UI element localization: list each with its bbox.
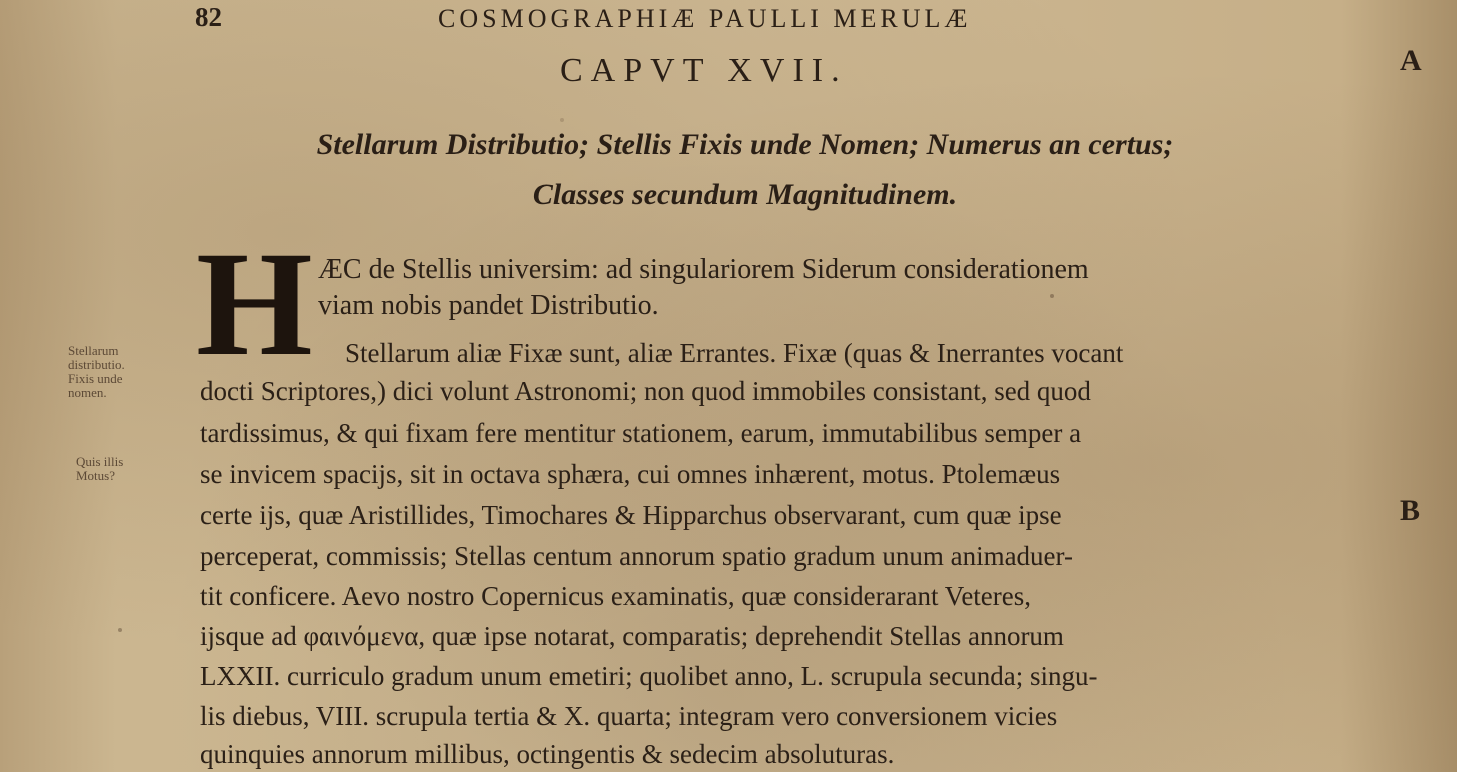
paper-speck <box>118 628 122 632</box>
drop-cap: H <box>196 221 313 387</box>
page-number: 82 <box>195 2 222 32</box>
margin-note-line: Fixis unde <box>68 371 123 386</box>
margin-note-line: Quis illis <box>76 454 124 469</box>
running-title: COSMOGRAPHIÆ PAULLI MERULÆ <box>438 4 972 33</box>
margin-letter-b: B <box>1400 494 1421 527</box>
page-header <box>195 2 1155 36</box>
margin-note-distribution <box>68 344 125 400</box>
chapter-subtitle-line-2: Classes secundum Magnitudinem. <box>532 178 958 211</box>
text-line: LXXII. curriculo gradum unum emetiri; quolibet anno, L. scrupula secunda; singu- <box>200 661 1098 691</box>
paper-speck <box>1050 294 1054 298</box>
chapter-title: CAPVT XVII. <box>560 52 848 89</box>
text-line: ijsque ad φαινόμενα, quæ ipse notarat, comparatis; deprehendit Stellas annorum <box>200 621 1064 651</box>
text-line: lis diebus, VIII. scrupula tertia & X. quarta; integram vero conversionem vicies <box>200 701 1058 731</box>
margin-note-line: Motus? <box>76 468 115 483</box>
text-line: se invicem spacijs, sit in octava sphæra, cui omnes inhærent, motus. Ptolemæus <box>200 459 1061 489</box>
text-line: Stellarum aliæ Fixæ sunt, aliæ Errantes. Fixæ (quas & Inerrantes vocant <box>345 338 1124 368</box>
text-line: certe ijs, quæ Aristillides, Timochares & Hipparchus observarant, cum quæ ipse <box>200 500 1062 530</box>
margin-letter-a: A <box>1400 44 1422 77</box>
text-line: quinquies annorum millibus, octingentis & sedecim absoluturas. <box>200 739 895 769</box>
margin-note-line: distributio. <box>68 357 125 372</box>
text-line: ÆC de Stellis universim: ad singulariorem Siderum considerationem <box>318 254 1089 285</box>
margin-note-line: nomen. <box>68 385 107 400</box>
margin-note-motion <box>76 455 123 483</box>
text-line: perceperat, commissis; Stellas centum annorum spatio gradum unum animaduer- <box>200 541 1073 571</box>
chapter-subtitle-line-1: Stellarum Distributio; Stellis Fixis unde Nomen; Numerus an certus; <box>316 128 1174 161</box>
text-line: viam nobis pandet Distributio. <box>318 290 659 321</box>
margin-note-line: Stellarum <box>68 343 119 358</box>
text-line: tit conficere. Aevo nostro Copernicus examinatis, quæ considerarant Veteres, <box>200 581 1032 611</box>
text-line: docti Scriptores,) dici volunt Astronomi; non quod immobiles consistant, sed quod <box>200 376 1091 406</box>
paper-speck <box>560 118 564 122</box>
text-line: tardissimus, & qui fixam fere mentitur stationem, earum, immutabilibus semper a <box>200 418 1082 448</box>
